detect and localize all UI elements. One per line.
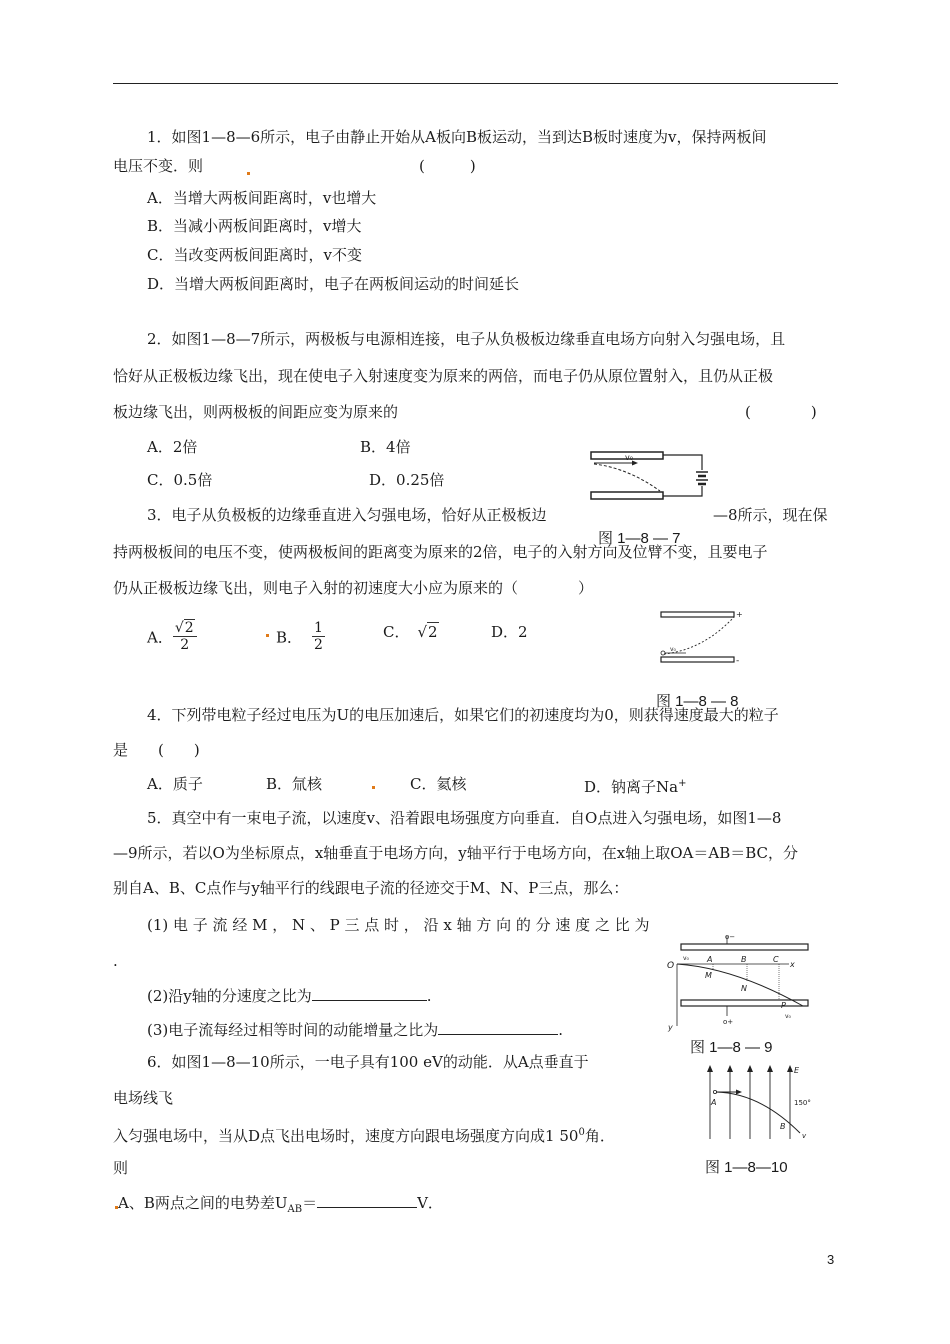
svg-text:C: C	[773, 955, 779, 964]
svg-text:N: N	[741, 984, 747, 993]
svg-text:y: y	[668, 1023, 673, 1032]
figure-1-8-8-caption: 图 1—8 — 8	[656, 693, 739, 710]
q4-option-a: A．质子	[147, 775, 203, 793]
q3-option-b: B． $\frac{1}{2}$	[276, 620, 323, 653]
orange-dot	[266, 634, 269, 637]
figure-1-8-9-caption: 图 1—8 — 9	[690, 1039, 773, 1056]
svg-text:O: O	[667, 961, 675, 971]
q1-line2: 电压不变．则	[113, 157, 204, 175]
q5-sub1-end: .	[113, 952, 118, 970]
q5-sub3: (3)电子流每经过相等时间的动能增量之比为 .	[147, 1021, 564, 1039]
q1-option-d: D．当增大两板间距离时，电子在两板间运动的时间延长	[147, 275, 520, 293]
q2-option-a: A．2倍	[147, 438, 198, 456]
svg-text:E: E	[794, 1066, 800, 1075]
figure-1-8-8	[658, 608, 748, 668]
figure-1-8-10-caption: 图 1—8—10	[705, 1159, 788, 1176]
q6-line5: A、B两点之间的电势差$U_{AB}= V$．	[118, 1194, 443, 1215]
orange-dot	[247, 172, 250, 175]
q1-option-b: B．当减小两板间距离时，v增大	[147, 217, 362, 235]
q3-option-a: A． $\frac{√2}{2}$	[147, 622, 197, 655]
q4-line2: 是 ( )	[113, 741, 200, 759]
q2-option-c: C．0.5倍	[147, 471, 213, 489]
q1-paren: ( )	[419, 157, 476, 175]
q2-line2: 恰好从正极板边缘飞出，现在使电子入射速度变为原来的两倍，而电子仍从原位置射入，且仍从正极	[113, 367, 774, 385]
orange-dot	[372, 786, 375, 789]
svg-text:v₀: v₀	[670, 646, 676, 653]
svg-text:A: A	[711, 1098, 717, 1107]
svg-text:v: v	[802, 1132, 807, 1140]
q4-option-c: C．氦核	[410, 775, 467, 793]
q2-option-d: D．0.25倍	[369, 471, 445, 489]
q3-line2: 持两极板间的电压不变，使两极板间的距离变为原来的2倍，电子的入射方向及位臂不变，且要电子	[113, 543, 768, 561]
q2-line1: 2．如图1—8—7所示，两极板与电源相连接，电子从负极板边缘垂直电场方向射入匀强电场，且	[147, 330, 786, 348]
q2-line3: 板边缘飞出，则两极板的间距应变为原来的	[113, 403, 399, 421]
q3-line3: 仍从正极板边缘飞出，则电子入射的初速度大小应为原来的（ ）	[113, 579, 594, 597]
q5-sub1: (1) 电 子 流 经 M ， N 、 P 三 点 时 ， 沿 x 轴 方 向 的 分 速 度 之 比 为	[147, 916, 650, 934]
svg-text:v₀: v₀	[683, 955, 689, 962]
q3-line1-start: 3．电子从负极板的边缘垂直进入匀强电场，恰好从正极板边	[147, 506, 547, 524]
q3-line1-end: —8所示，现在保	[713, 506, 828, 524]
page-number: 3	[827, 1252, 835, 1267]
svg-text:M: M	[705, 971, 712, 980]
q6-line4: 则	[113, 1159, 129, 1177]
figure-1-8-7	[588, 440, 718, 518]
svg-text:P: P	[781, 1001, 786, 1010]
q5-line3: 别自A、B、C点作与y轴平行的线跟电子流的径迹交于M、N、P三点，那么：	[113, 879, 629, 897]
q6-line2: 电场线飞	[113, 1089, 174, 1107]
q6-line3: 入匀强电场中，当从D点飞出电场时，速度方向跟电场强度方向成1 $50^0$角．	[113, 1127, 615, 1145]
svg-text:A: A	[707, 955, 713, 964]
q4-line1: 4．下列带电粒子经过电压为U的电压加速后，如果它们的初速度均为0，则获得速度最大的粒子	[147, 706, 779, 724]
svg-text:v₀: v₀	[785, 1013, 791, 1020]
q5-line2: —9所示，若以O为坐标原点，x轴垂直于电场方向，y轴平行于电场方向，在x轴上取OA＝AB＝BC，分	[113, 844, 799, 862]
q1-line1: 1．如图1—8—6所示，电子由静止开始从A板向B板运动，当到达B板时速度为v，保持两板间	[147, 128, 767, 146]
svg-text:v₀: v₀	[625, 453, 633, 462]
svg-text:B: B	[741, 955, 747, 964]
figure-1-8-7-caption: 图 1—8 — 7	[598, 530, 681, 547]
q2-paren: ( )	[745, 403, 817, 421]
figure-1-8-9	[665, 933, 815, 1032]
q3-option-d: D．2	[491, 623, 528, 641]
q5-sub2: (2)沿y轴的分速度之比为 .	[147, 987, 432, 1005]
svg-text:150°: 150°	[794, 1099, 811, 1107]
svg-text:+: +	[736, 610, 743, 619]
svg-text:o+: o+	[723, 1018, 734, 1026]
svg-text:-: -	[736, 656, 740, 666]
header-rule	[113, 83, 838, 84]
svg-text:B: B	[780, 1122, 786, 1131]
svg-text:o−: o−	[725, 933, 736, 941]
q4-option-d: D．钠离子Na+	[584, 778, 687, 796]
q2-option-b: B．4倍	[360, 438, 411, 456]
q3-option-c: C． √2	[383, 623, 438, 641]
svg-text:x: x	[790, 960, 795, 969]
q1-option-a: A．当增大两板间距离时，v也增大	[147, 189, 377, 207]
q1-option-c: C．当改变两板间距离时，v不变	[147, 246, 362, 264]
figure-1-8-10	[700, 1063, 815, 1141]
q4-option-b: B．氚核	[266, 775, 323, 793]
q6-line1: 6．如图1—8—10所示，一电子具有100 eV的动能．从A点垂直于	[147, 1053, 589, 1071]
q5-line1: 5．真空中有一束电子流，以速度v、沿着跟电场强度方向垂直．自O点进入匀强电场，如图1—8	[147, 809, 782, 827]
